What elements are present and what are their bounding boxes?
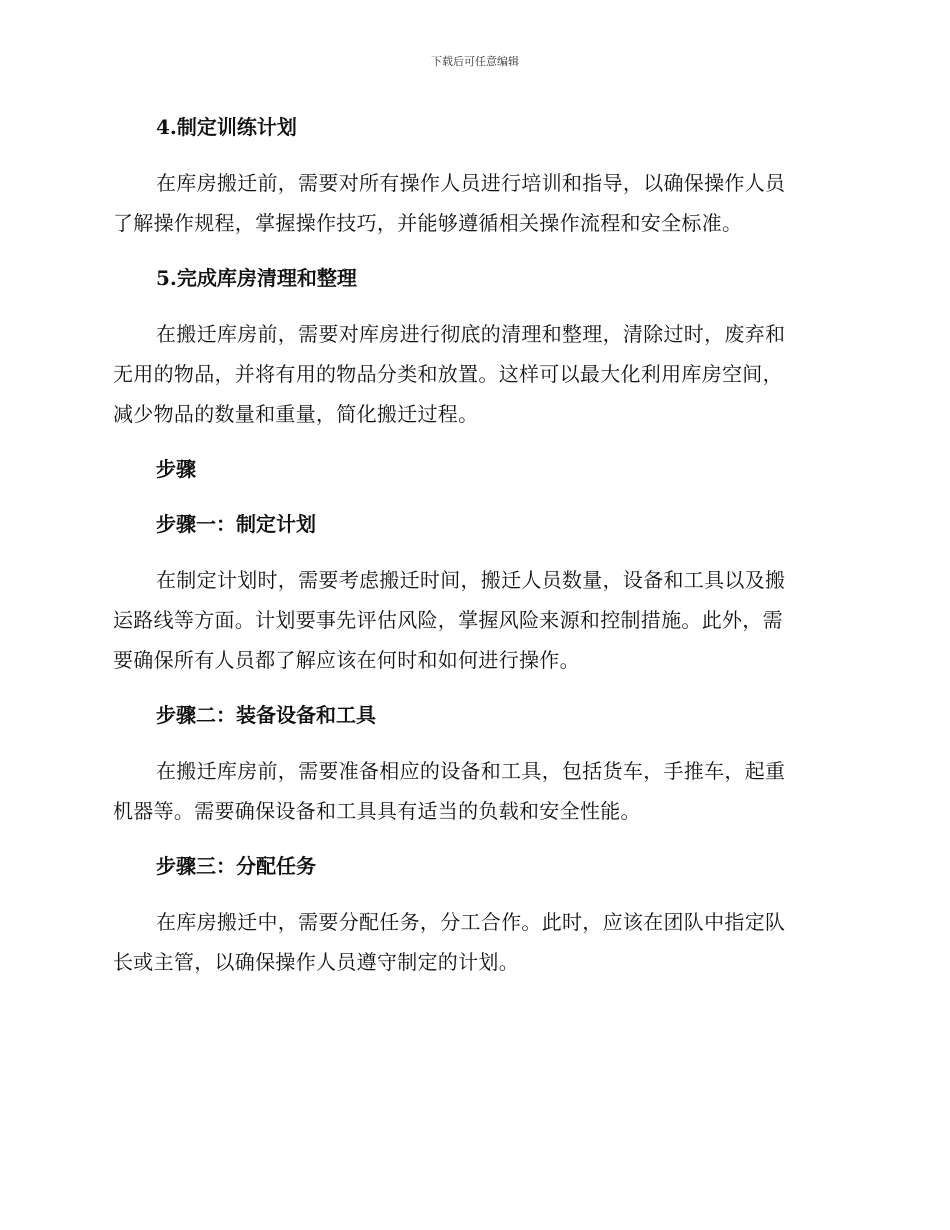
paragraph-line: 要确保所有人员都了解应该在何时和如何进行操作。 — [113, 648, 580, 672]
section-heading: 5.完成库房清理和整理 — [156, 266, 357, 290]
paragraph-line: 机器等。需要确保设备和工具具有适当的负载和安全性能。 — [113, 799, 641, 823]
section-step-one — [113, 505, 829, 696]
paragraph-line: 在库房搬迁中，需要分配任务，分工合作。此时，应该在团队中指定队 — [156, 910, 786, 934]
section-heading: 步骤二：装备设备和工具 — [156, 703, 376, 727]
paragraph-line: 无用的物品，并将有用的物品分类和放置。这样可以最大化利用库房空间， — [113, 362, 783, 386]
paragraph-line: 在搬迁库房前，需要准备相应的设备和工具，包括货车，手推车，起重 — [156, 759, 786, 783]
section-step-three — [113, 847, 829, 982]
page-header: 下载后可任意编辑 — [431, 55, 519, 68]
paragraph-line: 减少物品的数量和重量，简化搬迁过程。 — [113, 402, 479, 426]
section-heading: 4.制定训练计划 — [156, 115, 297, 139]
section-heading: 步骤三：分配任务 — [156, 854, 316, 878]
section-cleanup — [113, 259, 829, 450]
paragraph-line: 在制定计划时，需要考虑搬迁时间，搬迁人员数量，设备和工具以及搬 — [156, 568, 786, 592]
document-body — [113, 108, 829, 982]
section-heading: 步骤 — [156, 457, 196, 481]
paragraph-line: 长或主管，以确保操作人员遵守制定的计划。 — [113, 950, 519, 974]
section-heading: 步骤一：制定计划 — [156, 512, 316, 536]
section-step-two — [113, 696, 829, 847]
paragraph-line: 在库房搬迁前，需要对所有操作人员进行培训和指导，以确保操作人员 — [156, 171, 786, 195]
paragraph-line: 在搬迁库房前，需要对库房进行彻底的清理和整理，清除过时，废弃和 — [156, 322, 786, 346]
paragraph-line: 运路线等方面。计划要事先评估风险，掌握风险来源和控制措施。此外，需 — [113, 608, 783, 632]
section-training-plan — [113, 108, 829, 259]
paragraph-line: 了解操作规程，掌握操作技巧，并能够遵循相关操作流程和安全标准。 — [113, 211, 743, 235]
section-steps — [113, 450, 829, 505]
